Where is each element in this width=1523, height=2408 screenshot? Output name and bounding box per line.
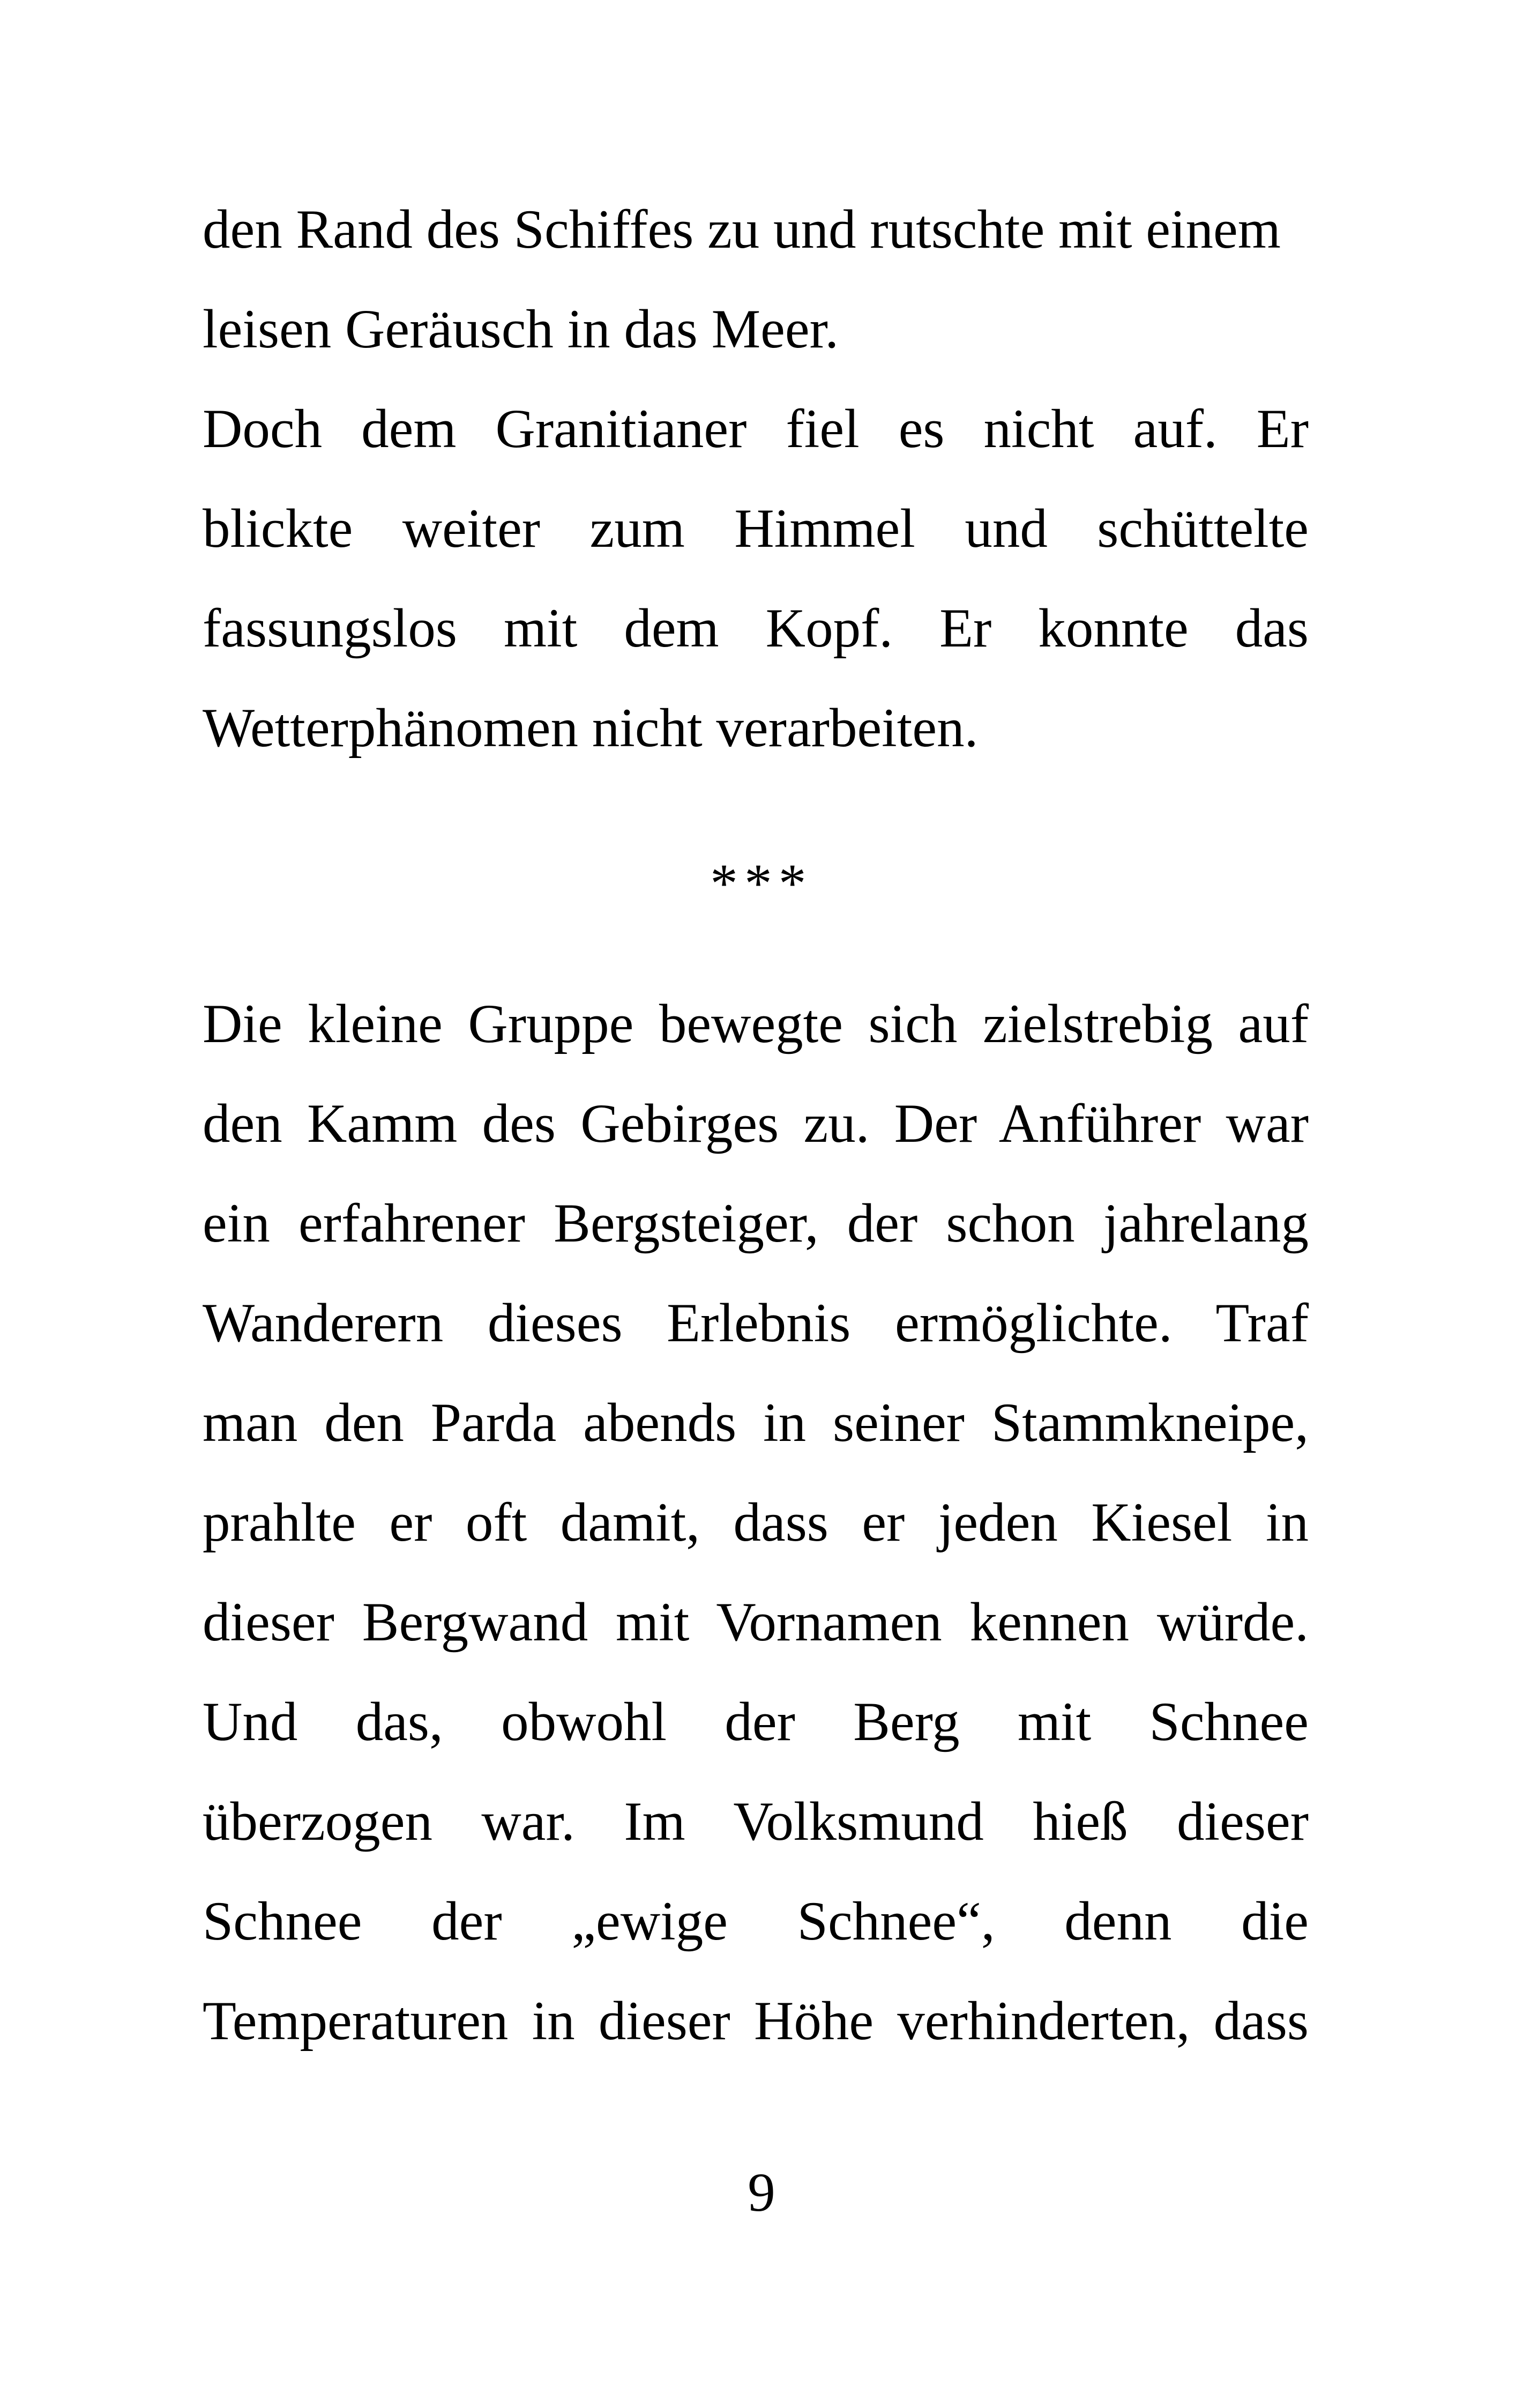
section-break: *** bbox=[710, 853, 813, 914]
text-line: dieser Bergwand mit Vornamen kennen würde. bbox=[203, 1592, 1309, 1653]
text-line: Doch dem Granitianer fiel es nicht auf. Er bbox=[203, 398, 1309, 459]
text-line: Wetterphänomen nicht verarbeiten. bbox=[203, 697, 979, 759]
text-line: Wanderern dieses Erlebnis ermöglichte. Traf bbox=[203, 1292, 1309, 1354]
text-line: Die kleine Gruppe bewegte sich zielstrebig auf bbox=[203, 993, 1309, 1054]
text-line: überzogen war. Im Volksmund hieß dieser bbox=[203, 1791, 1309, 1852]
page-number: 9 bbox=[748, 2162, 775, 2223]
text-line: fassungslos mit dem Kopf. Er konnte das bbox=[203, 598, 1309, 659]
text-line: man den Parda abends in seiner Stammkneipe, bbox=[203, 1392, 1309, 1453]
text-line: den Kamm des Gebirges zu. Der Anführer war bbox=[203, 1093, 1309, 1154]
text-line: ein erfahrener Bergsteiger, der schon jahrelang bbox=[203, 1193, 1309, 1254]
text-line: blickte weiter zum Himmel und schüttelte bbox=[203, 498, 1309, 559]
text-line: Schnee der „ewige Schnee“, denn die bbox=[203, 1891, 1309, 1952]
text-block-lower bbox=[203, 974, 1309, 2071]
text-line: leisen Geräusch in das Meer. bbox=[203, 299, 839, 360]
text-line: Und das, obwohl der Berg mit Schnee bbox=[203, 1691, 1309, 1752]
text-line: prahlte er oft damit, dass er jeden Kiesel in bbox=[203, 1492, 1309, 1553]
text-line: den Rand des Schiffes zu und rutschte mit einem bbox=[203, 199, 1281, 260]
text-block-upper bbox=[203, 180, 1309, 778]
text-line: Temperaturen in dieser Höhe verhinderten, dass bbox=[203, 1990, 1309, 2052]
